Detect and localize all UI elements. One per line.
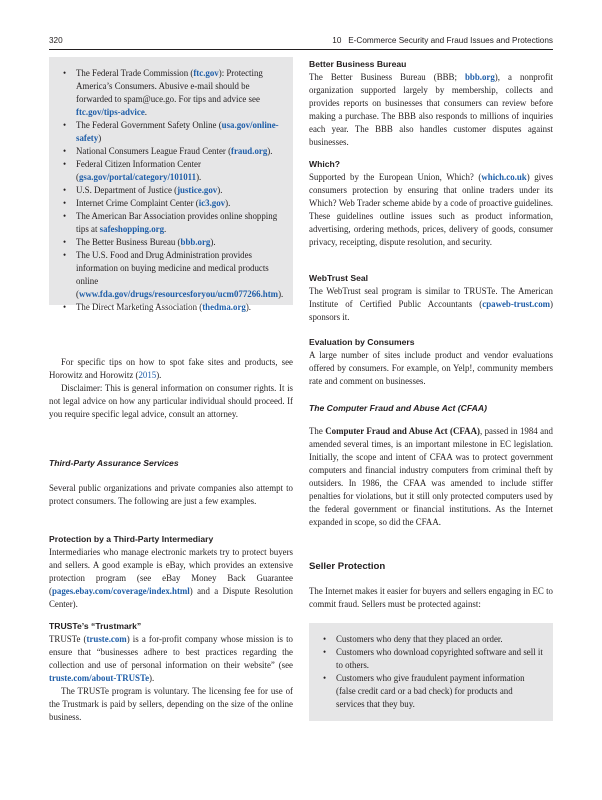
list-item: • Customers who deny that they placed an order. (323, 633, 543, 646)
link-bbb[interactable]: bbb.org (180, 237, 211, 247)
which-paragraph: Supported by the European Union, Which? (which.co.uk) gives consumers protection by ensuring that online traders under its Which? Web Trader scheme abide by a code of proactive guidelines. These guidelines outline issues such as product information, advertising, ordering methods, prices, delivery of goods, consumer privacy, receipting, dispute resolution, and security. (309, 172, 553, 247)
list-item: • U.S. Department of Justice (justice.gov). (63, 184, 281, 197)
webtrust-section (309, 272, 553, 324)
section-heading: The Computer Fraud and Abuse Act (CFAA) (309, 403, 487, 413)
link-gsa[interactable]: gsa.gov/portal/category/101011 (78, 172, 197, 182)
truste-section (49, 620, 293, 724)
link-bbb-right[interactable]: bbb.org (464, 72, 495, 82)
link-which[interactable]: which.co.uk (481, 172, 527, 182)
section-heading: Seller Protection (309, 561, 386, 572)
third-party-paragraph: Several public organizations and private companies also attempt to protect consumers. The following are just a few examples. (49, 483, 293, 506)
chapter-header (332, 36, 553, 45)
link-fraud-org[interactable]: fraud.org (231, 146, 268, 156)
link-ftc[interactable]: ftc.gov (193, 68, 219, 78)
seller-paragraph: The Internet makes it easier for buyers and sellers engaging in EC to commit fraud. Sellers must be protected against: (309, 586, 553, 609)
list-item: • National Consumers League Fraud Center (fraud.org). (63, 145, 281, 158)
page-number: 320 (49, 36, 63, 45)
subsection-heading: Protection by a Third-Party Intermediary (49, 534, 214, 544)
webtrust-paragraph: The WebTrust seal program is similar to TRUSTe. The American Institute of Certified Public Accountants (cpaweb-trust.com) sponsors it. (309, 286, 553, 322)
resources-box (49, 57, 293, 312)
subsection-heading: WebTrust Seal (309, 273, 369, 283)
list-item: • The Direct Marketing Association (thedma.org). (63, 301, 281, 314)
link-safeshopping[interactable]: safeshopping.org (99, 224, 165, 234)
truste-paragraph-2: The TRUSTe program is voluntary. The licensing fee for use of the Trustmark is paid by sellers, depending on the size of the online business. (49, 686, 293, 722)
list-item: • The U.S. Food and Drug Administration provides information on buying medicine and medical products online (www.fda.gov/drugs/resourcesforyou/ucm077266.htm). (63, 249, 281, 301)
subsection-heading: TRUSTe’s “Trustmark” (49, 621, 142, 631)
evaluation-paragraph: A large number of sites include product and vendor evaluations offered by consumers. For example, on Yelp!, community members rate and comment on businesses. (309, 350, 553, 386)
cfaa-paragraph: The Computer Fraud and Abuse Act (CFAA), passed in 1984 and amended several times, is an important milestone in EC legislation. Initially, the scope and intent of CFAA was to protect government computers and financial industry computers from criminal theft by outsiders. In 1986, the CFAA was amended to include stiffer penalties for violations, but it still only protected computers used by the federal government or financial institutions. As the Internet expanded in scope, so did the CFAA. (309, 426, 553, 527)
tips-paragraphs (49, 356, 293, 421)
subsection-heading: Evaluation by Consumers (309, 337, 415, 347)
subsection-heading: Which? (309, 159, 341, 169)
evaluation-section (309, 336, 553, 388)
intermediary-paragraph: Intermediaries who manage electronic markets try to protect buyers and sellers. A good example is eBay, which provides an extensive protection program (see eBay Money Back Guarantee (pages.ebay.com/coverage/index.html) and a Dispute Resolution Center). (49, 547, 293, 609)
chapter-title: E-Commerce Security and Fraud Issues and Protections (348, 36, 553, 45)
seller-section (309, 560, 553, 611)
section-heading: Third-Party Assurance Services (49, 458, 179, 468)
link-ic3[interactable]: ic3.gov (198, 198, 226, 208)
link-justice[interactable]: justice.gov (177, 185, 218, 195)
cfaa-section (309, 402, 553, 529)
seller-risks-box (309, 623, 553, 721)
link-ebay-guarantee[interactable]: pages.ebay.com/coverage/index.html (51, 586, 190, 596)
citation-link[interactable]: 2015 (138, 370, 157, 380)
link-thedma[interactable]: thedma.org (202, 302, 246, 312)
bbb-paragraph: The Better Business Bureau (BBB; bbb.org), a nonprofit organization supported largely by membership, collects and provides reports on businesses that consumers can review before making a purchase. The BBB also responds to millions of inquiries each year. The BBB also handles customer disputes against businesses. (309, 72, 553, 147)
list-item: • The Federal Trade Commission (ftc.gov): Protecting America’s Consumers. Abusive e-mail should be forwarded to spam@uce.go. For tips and advice see ftc.gov/tips-advice. (63, 67, 281, 119)
list-item: • The Better Business Bureau (bbb.org). (63, 236, 281, 249)
list-item: • Federal Citizen Information Center (gsa.gov/portal/category/101011). (63, 158, 281, 184)
header-rule (49, 49, 553, 50)
list-item: • Customers who give fraudulent payment information (false credit card or a bad check) for products and services that they buy. (323, 672, 543, 711)
link-cpawebtrust[interactable]: cpaweb-trust.com (482, 299, 551, 309)
seller-risks-list (309, 623, 553, 711)
link-usa-gov[interactable]: usa.gov/online-safety (76, 120, 279, 143)
list-item: • Customers who download copyrighted software and sell it to others. (323, 646, 543, 672)
link-truste[interactable]: truste.com (86, 634, 127, 644)
tips-paragraph: For specific tips on how to spot fake sites and products, see Horowitz and Horowitz (2015). (49, 357, 293, 380)
third-party-section (49, 457, 293, 508)
list-item: • Internet Crime Complaint Center (ic3.gov). (63, 197, 281, 210)
link-ftc-tips[interactable]: ftc.gov/tips-advice (76, 107, 145, 117)
intermediary-section (49, 533, 293, 611)
link-truste-about[interactable]: truste.com/about-TRUSTe (49, 673, 150, 683)
running-header (49, 36, 553, 50)
bbb-section (309, 58, 553, 149)
resources-list (49, 57, 293, 314)
subsection-heading: Better Business Bureau (309, 59, 407, 69)
list-item: • The American Bar Association provides online shopping tips at safeshopping.org. (63, 210, 281, 236)
link-fda[interactable]: www.fda.gov/drugs/resourcesforyou/ucm077266.htm (78, 289, 279, 299)
chapter-number: 10 (332, 36, 342, 45)
disclaimer-paragraph: Disclaimer: This is general information on consumer rights. It is not legal advice on how any particular individual should proceed. If you require specific legal advice, consult an attorney. (49, 383, 293, 419)
which-section (309, 158, 553, 249)
list-item: • The Federal Government Safety Online (usa.gov/online-safety) (63, 119, 281, 145)
truste-paragraph: TRUSTe (truste.com) is a for-profit company whose mission is to ensure that “businesses adhere to best practices regarding the collection and use of personal information on their website” (see truste.com/about-TRUSTe). (49, 634, 293, 683)
key-term: Computer Fraud and Abuse Act (CFAA) (325, 426, 480, 436)
